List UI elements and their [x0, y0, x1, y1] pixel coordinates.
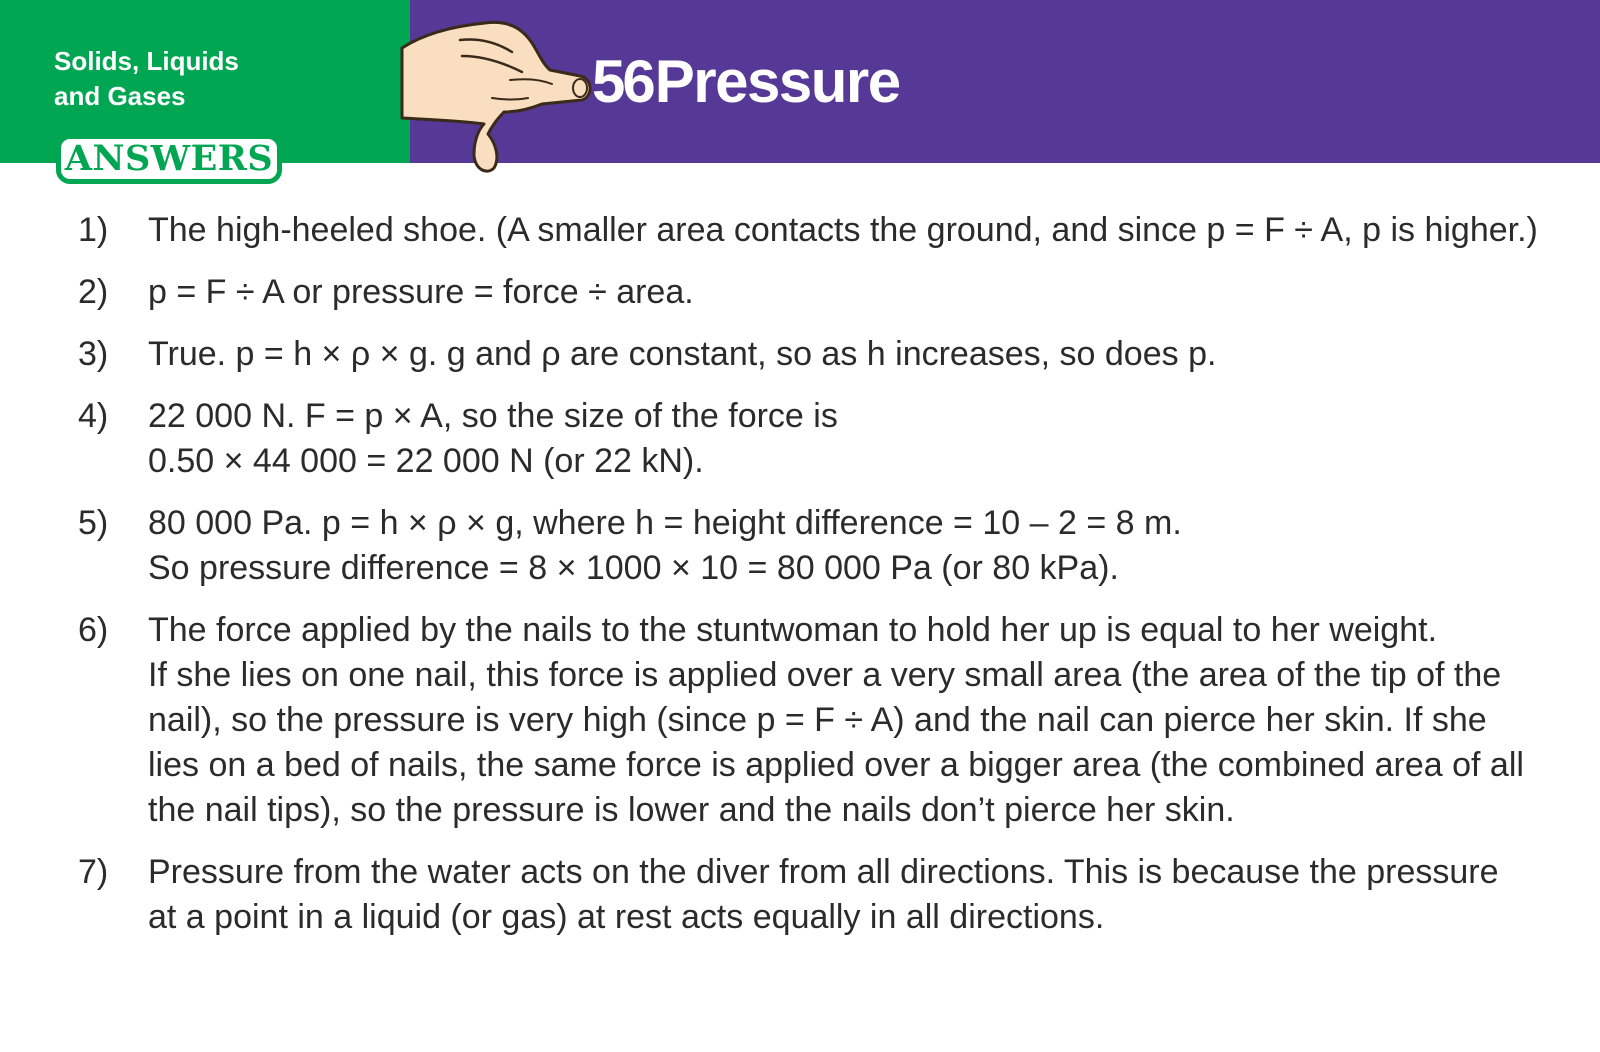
answer-number: 4) [78, 397, 109, 435]
answer-line: Pressure from the water acts on the diver from all directions. This is because the pressure [148, 853, 1499, 891]
answer-number: 7) [78, 853, 109, 891]
answer-line: 80 000 Pa. p = h × ρ × g, where h = height difference = 10 – 2 = 8 m. [148, 504, 1182, 542]
answers-badge: ANSWERS [56, 134, 282, 184]
answer-text [148, 208, 1578, 253]
section-title: Solids, Liquids and Gases [54, 46, 239, 111]
page-title-text: Pressure [654, 48, 900, 115]
answer-line: nail), so the pressure is very high (since p = F ÷ A) and the nail can pierce her skin. If she [148, 701, 1487, 739]
answer-line: If she lies on one nail, this force is applied over a very small area (the area of the tip of the [148, 656, 1502, 694]
answer-number: 3) [78, 335, 109, 373]
answer-line: The force applied by the nails to the stuntwoman to hold her up is equal to her weight. [148, 611, 1438, 649]
answer-item [0, 608, 1600, 833]
answer-line: True. p = h × ρ × g. g and ρ are constant, so as h increases, so does p. [148, 335, 1217, 373]
answer-line: 22 000 N. F = p × A, so the size of the force is [148, 397, 838, 435]
answer-text [148, 608, 1578, 833]
answer-text [148, 394, 1578, 484]
answer-item [0, 501, 1600, 591]
answer-item [0, 208, 1600, 253]
answer-text [148, 850, 1578, 940]
answer-text [148, 332, 1578, 377]
answer-number: 5) [78, 504, 109, 542]
answer-line: p = F ÷ A or pressure = force ÷ area. [148, 273, 694, 311]
answer-line: lies on a bed of nails, the same force is applied over a bigger area (the combined area of all [148, 746, 1524, 784]
answer-text [148, 501, 1578, 591]
answer-number: 6) [78, 611, 109, 649]
answer-number: 2) [78, 273, 109, 311]
answer-item [0, 332, 1600, 377]
answer-line: So pressure difference = 8 × 1000 × 10 = 80 000 Pa (or 80 kPa). [148, 549, 1119, 587]
page-number: 56 [592, 48, 653, 115]
answer-line: 0.50 × 44 000 = 22 000 N (or 22 kN). [148, 442, 704, 480]
page-header [0, 0, 1600, 179]
answer-item [0, 394, 1600, 484]
answer-line: The high-heeled shoe. (A smaller area contacts the ground, and since p = F ÷ A, p is higher.) [148, 211, 1538, 249]
page-title [592, 46, 900, 118]
answer-line: the nail tips), so the pressure is lower and the nails don’t pierce her skin. [148, 791, 1235, 829]
answers-list [0, 208, 1600, 957]
answer-text [148, 270, 1578, 315]
answer-item [0, 850, 1600, 940]
pointing-hand-icon [400, 8, 600, 178]
answer-line: at a point in a liquid (or gas) at rest acts equally in all directions. [148, 898, 1105, 936]
answer-item [0, 270, 1600, 315]
answer-number: 1) [78, 211, 109, 249]
